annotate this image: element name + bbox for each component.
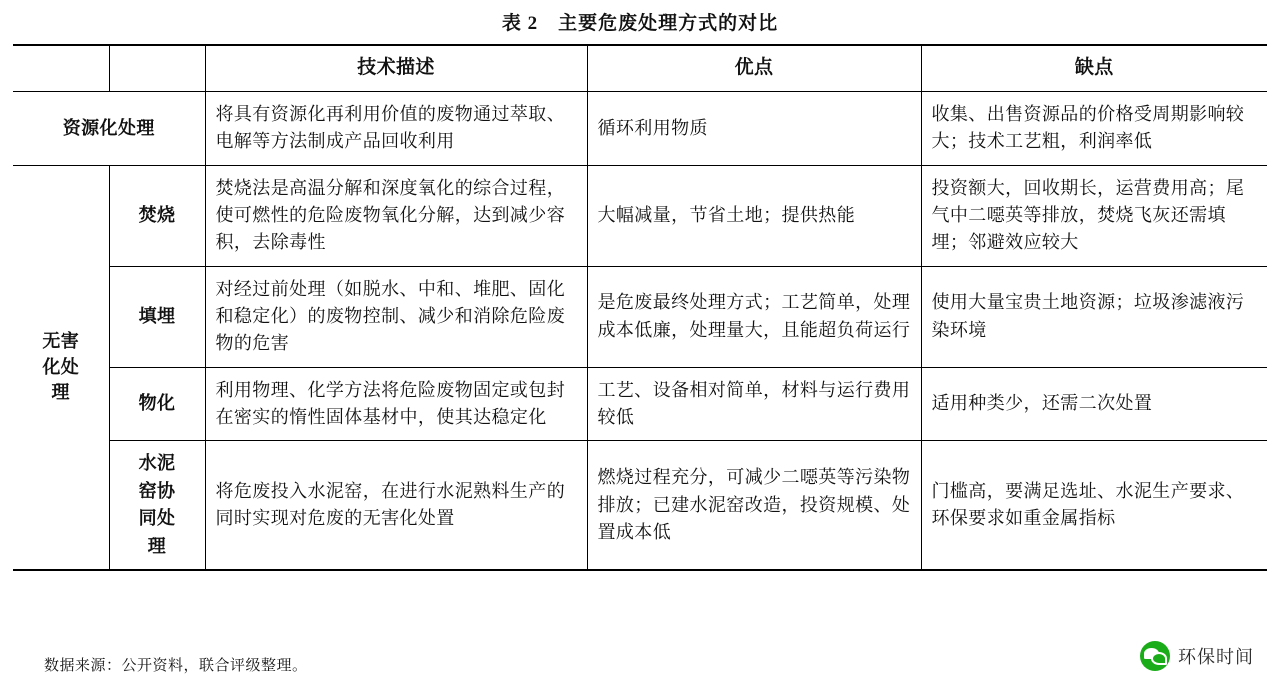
comparison-table xyxy=(13,44,1267,571)
cell-tech-physicochemical: 利用物理、化学方法将危险废物固定或包封在密实的惰性固体基材中，使其达稳定化 xyxy=(205,367,587,441)
subcategory-landfill: 填埋 xyxy=(109,266,205,367)
cell-cons-landfill: 使用大量宝贵土地资源；垃圾渗滤液污染环境 xyxy=(921,266,1267,367)
cell-cons-physicochemical: 适用种类少，还需二次处置 xyxy=(921,367,1267,441)
cell-pros-resource: 循环利用物质 xyxy=(587,91,921,165)
cell-tech-incineration: 焚烧法是高温分解和深度氧化的综合过程，使可燃性的危险废物氧化分解，达到减少容积，去除毒性 xyxy=(205,165,587,266)
cell-tech-landfill: 对经过前处理（如脱水、中和、堆肥、固化和稳定化）的废物控制、减少和消除危险废物的危害 xyxy=(205,266,587,367)
cell-cons-cement-kiln: 门槛高，要满足选址、水泥生产要求、环保要求如重金属指标 xyxy=(921,441,1267,570)
table-row xyxy=(13,165,1267,266)
source-note: 数据来源：公开资料，联合评级整理。 xyxy=(44,658,308,674)
subcategory-cement-kiln-line1: 水泥 xyxy=(138,453,176,474)
subcategory-incineration: 焚烧 xyxy=(109,165,205,266)
watermark xyxy=(1140,641,1254,671)
cell-pros-landfill: 是危废最终处理方式；工艺简单，处理成本低廉，处理量大，且能超负荷运行 xyxy=(587,266,921,367)
subcategory-cement-kiln xyxy=(109,441,205,570)
watermark-label: 环保时间 xyxy=(1178,647,1254,667)
category-harmless-line2: 化处 xyxy=(42,356,80,377)
table-row xyxy=(13,91,1267,165)
subcategory-cement-kiln-line2: 窑协 xyxy=(138,480,176,501)
table-row xyxy=(13,266,1267,367)
cell-pros-incineration: 大幅减量，节省土地；提供热能 xyxy=(587,165,921,266)
cell-tech-cement-kiln: 将危废投入水泥窑，在进行水泥熟料生产的同时实现对危废的无害化处置 xyxy=(205,441,587,570)
category-harmless xyxy=(13,165,109,570)
category-harmless-line1: 无害 xyxy=(42,331,80,352)
page-title: 表 2 主要危废处理方式的对比 xyxy=(501,13,779,34)
subcategory-cement-kiln-line4: 理 xyxy=(147,535,167,556)
header-pros: 优点 xyxy=(587,45,921,91)
cell-tech-resource: 将具有资源化再利用价值的废物通过萃取、电解等方法制成产品回收利用 xyxy=(205,91,587,165)
cell-cons-resource: 收集、出售资源品的价格受周期影响较大；技术工艺粗，利润率低 xyxy=(921,91,1267,165)
table-row xyxy=(13,441,1267,570)
subcategory-cement-kiln-line3: 同处 xyxy=(138,508,176,529)
category-resource: 资源化处理 xyxy=(13,91,205,165)
table-row xyxy=(13,367,1267,441)
cell-cons-incineration: 投资额大，回收期长，运营费用高；尾气中二噁英等排放，焚烧飞灰还需填埋；邻避效应较大 xyxy=(921,165,1267,266)
header-cons: 缺点 xyxy=(921,45,1267,91)
header-tech: 技术描述 xyxy=(205,45,587,91)
wechat-logo-icon xyxy=(1140,641,1170,671)
cell-pros-physicochemical: 工艺、设备相对简单，材料与运行费用较低 xyxy=(587,367,921,441)
header-blank-2 xyxy=(109,45,205,91)
table-header-row xyxy=(13,45,1267,91)
cell-pros-cement-kiln: 燃烧过程充分，可减少二噁英等污染物排放；已建水泥窑改造，投资规模、处置成本低 xyxy=(587,441,921,570)
category-harmless-line3: 理 xyxy=(51,381,70,402)
subcategory-physicochemical: 物化 xyxy=(109,367,205,441)
header-blank-1 xyxy=(13,45,109,91)
